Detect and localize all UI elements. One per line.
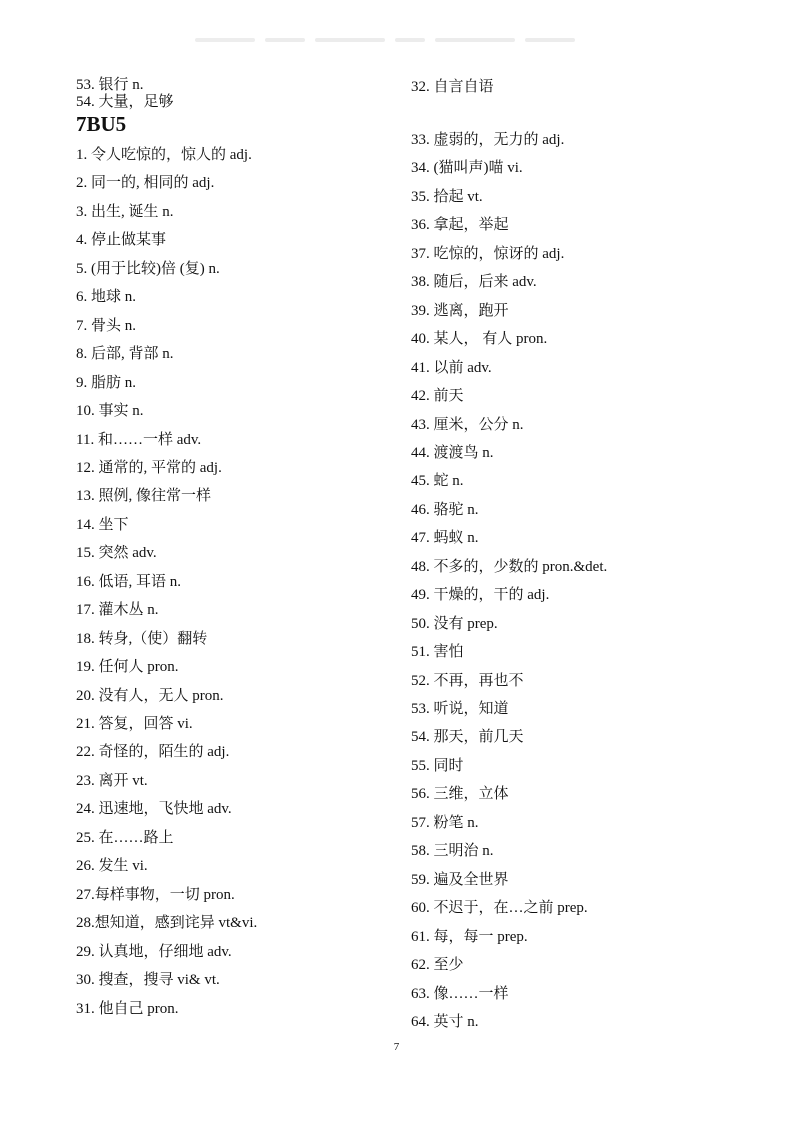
- list-item: 57. 粉笔 n.: [411, 814, 479, 831]
- list-item: 31. 他自己 pron.: [76, 1000, 179, 1017]
- list-item: 54. 那天，前几天: [411, 729, 524, 746]
- section-title: 7BU5: [76, 112, 127, 136]
- list-item: 8. 后部, 背部 n.: [76, 346, 174, 363]
- list-item: 25. 在……路上: [76, 829, 174, 846]
- list-item: 45. 蛇 n.: [411, 473, 464, 490]
- list-item: 2. 同一的, 相同的 adj.: [76, 175, 215, 192]
- list-item: 53. 听说，知道: [411, 701, 509, 717]
- faint-header-watermark: [195, 38, 595, 46]
- list-item: 14. 坐下: [76, 516, 129, 533]
- list-item: 7. 骨头 n.: [76, 317, 137, 334]
- list-item: 19. 任何人 pron.: [76, 659, 179, 676]
- list-item: 6. 地球 n.: [76, 289, 137, 306]
- list-item: 22. 奇怪的，陌生的 adj.: [76, 744, 230, 761]
- list-item: 11. 和……一样 adv.: [76, 431, 202, 448]
- list-item: 16. 低语, 耳语 n.: [76, 573, 182, 590]
- list-item: 13. 照例, 像往常一样: [76, 488, 212, 505]
- list-item: 5. (用于比较)倍 (复) n.: [76, 260, 220, 277]
- list-item: 64. 英寸 n.: [411, 1013, 479, 1030]
- list-item: 56. 三维，立体: [411, 786, 509, 803]
- list-item: 34. (猫叫声)喵 vi.: [411, 160, 523, 177]
- list-item: 54. 大量，足够: [76, 94, 174, 110]
- list-item: 1. 令人吃惊的，惊人的 adj.: [76, 147, 252, 163]
- list-item: 43. 厘米，公分 n.: [411, 416, 524, 433]
- list-item: 35. 拾起 vt.: [411, 188, 483, 205]
- list-item: 27.每样事物，一切 pron.: [76, 886, 235, 903]
- list-item: 58. 三明治 n.: [411, 843, 494, 860]
- list-item: 47. 蚂蚁 n.: [411, 530, 479, 547]
- list-item: 46. 骆驼 n.: [411, 501, 479, 518]
- list-item: 38. 随后，后来 adv.: [411, 274, 537, 291]
- page-number: 7: [393, 1041, 400, 1053]
- list-item: 60. 不迟于，在…之前 prep.: [411, 900, 588, 917]
- list-item: 29. 认真地，仔细地 adv.: [76, 943, 232, 960]
- list-item: 62. 至少: [411, 957, 464, 974]
- list-item: 20. 没有人，无人 pron.: [76, 687, 224, 704]
- list-item: 23. 离开 vt.: [76, 772, 148, 789]
- list-item: 24. 迅速地，飞快地 adv.: [76, 801, 232, 818]
- list-item: 32. 自言自语: [411, 79, 494, 95]
- list-item: 37. 吃惊的，惊讶的 adj.: [411, 245, 565, 262]
- list-item: 36. 拿起，举起: [411, 217, 509, 234]
- list-item: 4. 停止做某事: [76, 232, 167, 249]
- list-item: 39. 逃离，跑开: [411, 302, 509, 319]
- list-item: 9. 脂肪 n.: [76, 374, 137, 391]
- list-item: 59. 遍及全世界: [411, 871, 509, 888]
- list-item: 50. 没有 prep.: [411, 615, 498, 632]
- list-item: 30. 搜查，搜寻 vi& vt.: [76, 972, 220, 989]
- list-item: 49. 干燥的，干的 adj.: [411, 587, 550, 604]
- list-item: 41. 以前 adv.: [411, 359, 492, 376]
- list-item: 52. 不再，再也不: [411, 672, 524, 689]
- list-item: 18. 转身,（使）翻转: [76, 630, 208, 647]
- list-item: 15. 突然 adv.: [76, 545, 157, 562]
- list-item: 12. 通常的, 平常的 adj.: [76, 459, 222, 476]
- list-item: 40. 某人， 有人 pron.: [411, 331, 548, 348]
- list-item: 17. 灌木丛 n.: [76, 602, 159, 619]
- list-item: 63. 像……一样: [411, 985, 509, 1002]
- list-item: 3. 出生, 诞生 n.: [76, 203, 174, 220]
- list-item: 53. 银行 n.: [76, 77, 144, 93]
- list-item: 55. 同时: [411, 757, 464, 774]
- list-item: 48. 不多的，少数的 pron.&det.: [411, 558, 608, 575]
- list-item: 26. 发生 vi.: [76, 858, 148, 875]
- list-item: 51. 害怕: [411, 644, 464, 661]
- list-item: 61. 每，每一 prep.: [411, 928, 528, 945]
- list-item: 33. 虚弱的，无力的 adj.: [411, 132, 565, 148]
- list-item: 21. 答复，回答 vi.: [76, 716, 193, 732]
- list-item: 10. 事实 n.: [76, 403, 144, 420]
- list-item: 42. 前天: [411, 388, 464, 405]
- list-item: 44. 渡渡鸟 n.: [411, 444, 494, 461]
- list-item: 28.想知道，感到诧异 vt&vi.: [76, 915, 258, 932]
